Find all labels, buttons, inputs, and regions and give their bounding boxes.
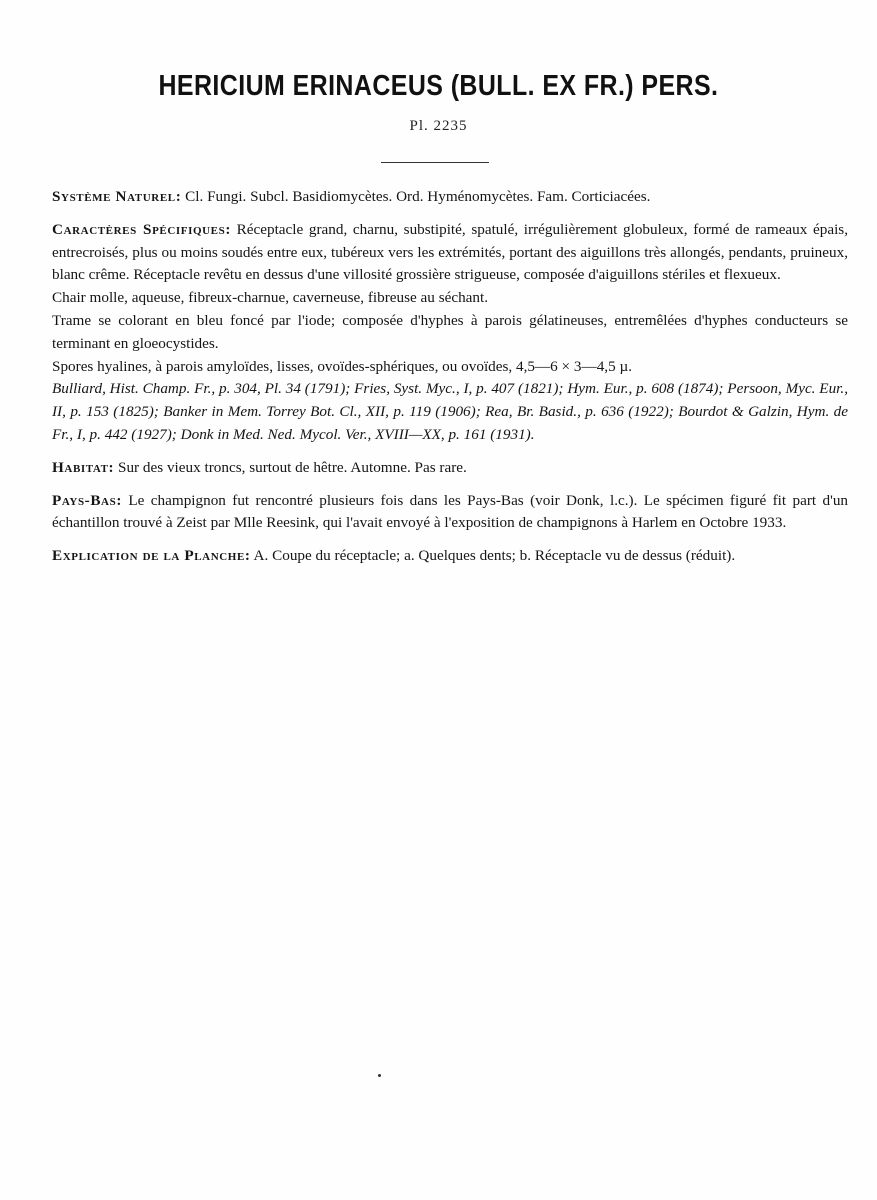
habitat-label: Habitat: [52, 458, 115, 476]
explication-paragraph [52, 545, 848, 568]
body-text [52, 186, 848, 568]
habitat-paragraph [52, 457, 848, 480]
systeme-text: Cl. Fungi. Subcl. Basidiomycètes. Ord. Hyménomycètes. Fam. Corticiacées. [185, 188, 651, 205]
plate-number: Pl. 2235 [409, 118, 468, 134]
habitat-text: Sur des vieux troncs, surtout de hêtre. Automne. Pas rare. [118, 458, 467, 476]
paysbas-paragraph [52, 490, 848, 536]
caracteres-paragraph [52, 219, 848, 287]
caracteres-label: Caractères Spécifiques: [52, 220, 231, 238]
explication-text: A. Coupe du réceptacle; a. Quelques dents; b. Réceptacle vu de dessus (réduit). [253, 547, 736, 565]
divider [381, 162, 489, 163]
spores-paragraph: Spores hyalines, à parois amyloïdes, lisses, ovoïdes-sphériques, ou ovoïdes, 4,5—6 × 3—4,5 µ. [52, 357, 633, 375]
paysbas-label: Pays-Bas: [52, 491, 122, 509]
chair-paragraph: Chair molle, aqueuse, fibreux-charnue, caverneuse, fibreuse au séchant. [52, 289, 489, 307]
page-speck [378, 1074, 381, 1077]
paysbas-text: Le champignon fut rencontré plusieurs fois dans les Pays-Bas (voir Donk, l.c.). Le spécimen figuré fit part d'un échantillon trouvé à Zeist par Mlle Reesink, qui l'avait envoyé à l'exposition de champignons à Harlem en Octobre 1933. [52, 491, 849, 532]
references-paragraph: Bulliard, Hist. Champ. Fr., p. 304, Pl. 34 (1791); Fries, Syst. Myc., I, p. 407 (1821); Hym. Eur., p. 608 (1874); Persoon, Myc. Eur., II, p. 153 (1825); Banker in Mem. Torrey Bot. Cl., XII, p. 119 (1906); Rea, Br. Basid., p. 636 (1922); Bourdot & Galzin, Hym. de Fr., I, p. 442 (1927); Donk in Med. Ned. Mycol. Ver., XVIII—XX, p. 161 (1931). [52, 380, 848, 443]
trame-paragraph: Trame se colorant en bleu foncé par l'iode; composée d'hyphes à parois gélatineuses, entremêlées d'hyphes conducteurs se terminant en gloeocystides. [52, 311, 848, 352]
page-title: HERICIUM ERINACEUS (BULL. EX FR.) PERS. [158, 70, 719, 102]
systeme-paragraph [52, 186, 848, 209]
explication-label: Explication de la Planche: [52, 547, 251, 565]
caracteres-text: Réceptacle grand, charnu, substipité, spatulé, irrégulièrement globuleux, formé de rameaux épais, entrecroisés, plus ou moins soudés entre eux, tubéreux vers les extrémités, portant des aiguillons très allongés, pendants, pruineux, blanc crême. Réceptacle revêtu en dessus d'une villosité grossière strigueuse, composée d'aiguillons stériles et flexueux. [52, 220, 849, 284]
systeme-label: Système Naturel: [52, 188, 182, 205]
